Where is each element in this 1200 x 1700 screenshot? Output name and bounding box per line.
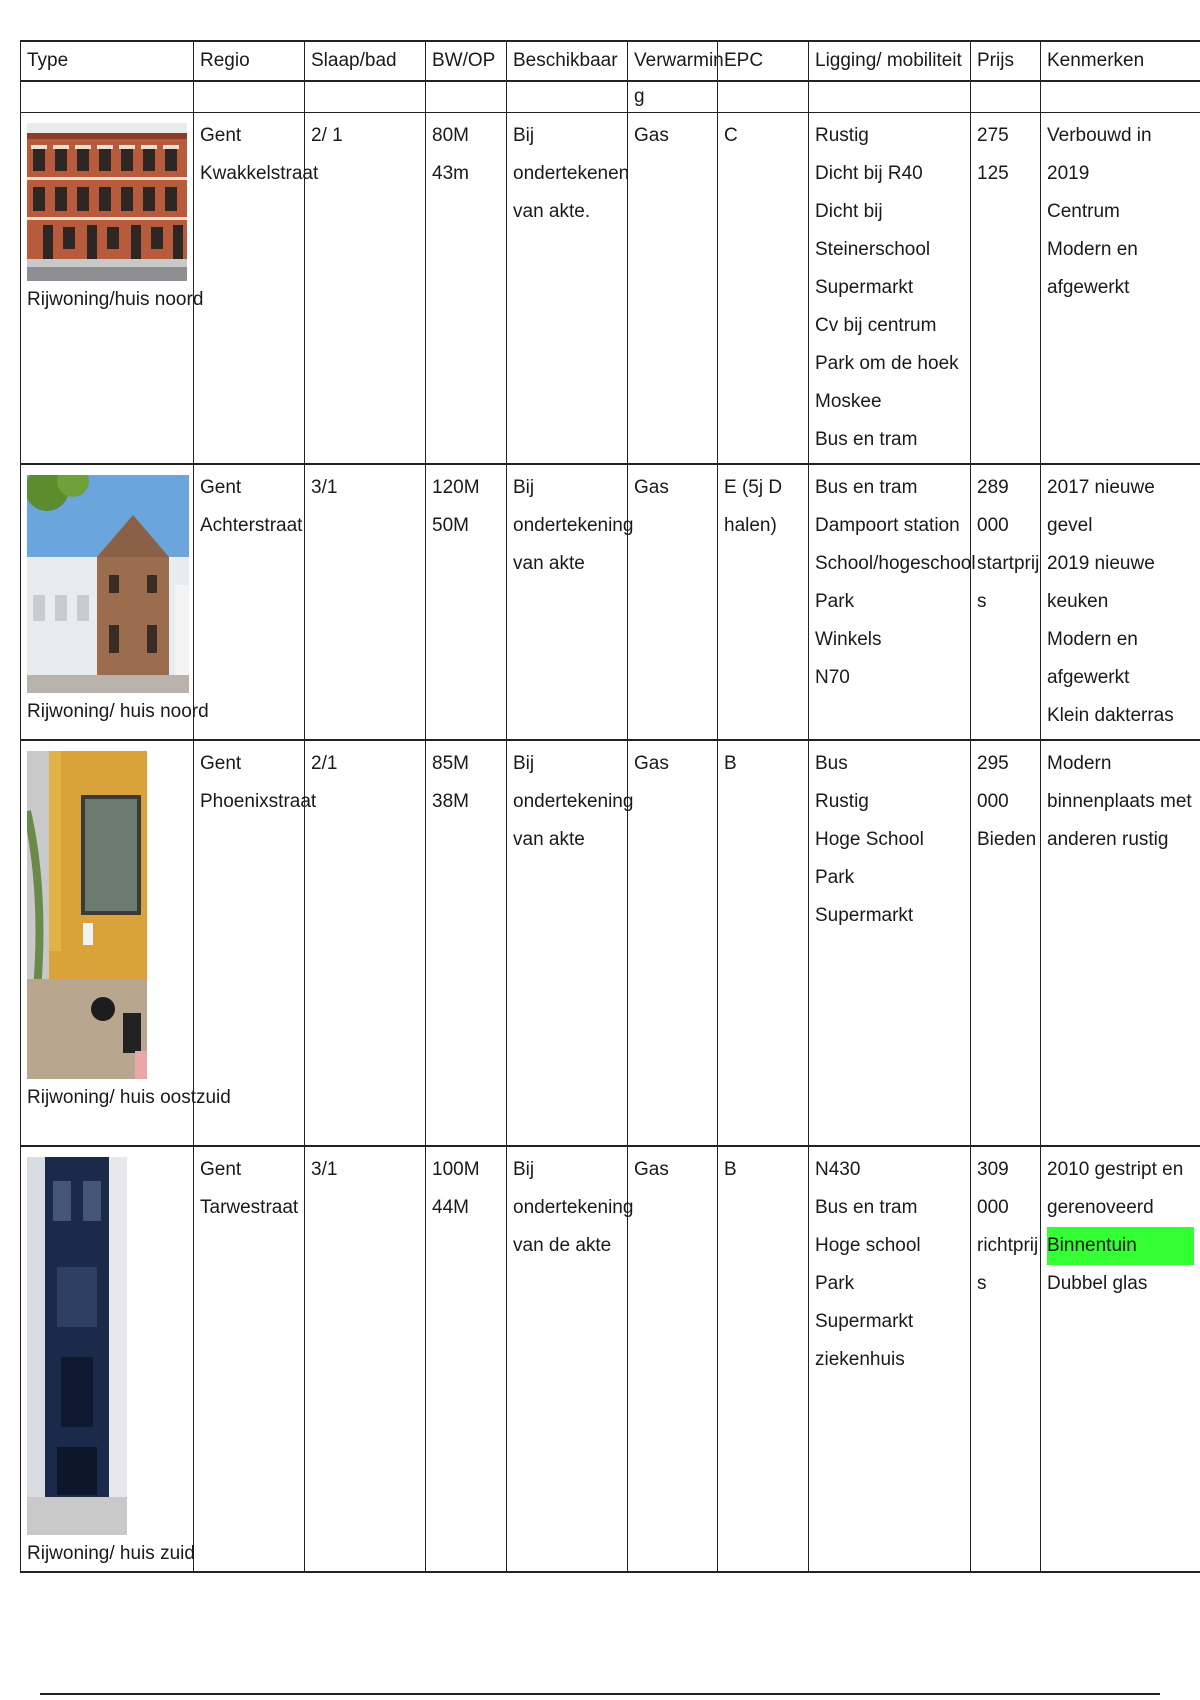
- bw-value: 85M: [432, 753, 469, 774]
- ligging-line: Dampoort station: [815, 515, 960, 536]
- beschikbaar-cell: [507, 740, 634, 1146]
- beschikbaar-line: van akte: [513, 829, 585, 850]
- header-wrap-empty: [21, 81, 194, 113]
- prijs-cell: [971, 464, 1041, 740]
- kenmerken-cell: [1041, 113, 1200, 465]
- property-row: [21, 113, 1200, 465]
- ligging-line: Bus en tram: [815, 429, 918, 450]
- ligging-line: Hoge School: [815, 829, 924, 850]
- kenmerken-cell: [1041, 740, 1200, 1146]
- regio-cell: [194, 1146, 305, 1572]
- type-cell: [21, 464, 209, 740]
- slaap-bad-cell: 3/1: [305, 464, 426, 740]
- epc-cell: [718, 464, 809, 740]
- ligging-line: Hoge school: [815, 1235, 921, 1256]
- regio-cell: [194, 740, 317, 1146]
- header-wrap-row: [21, 81, 1200, 113]
- property-row: [21, 1146, 1200, 1572]
- header-verwarming-wrap: g: [628, 81, 718, 113]
- kenmerken-line: Modern en afgewerkt: [1047, 629, 1138, 688]
- bw-value: 100M: [432, 1159, 480, 1180]
- kenmerken-highlighted-line: [1047, 1227, 1194, 1265]
- slaap-bad-cell: 2/1: [305, 740, 426, 1146]
- prijs-cell: [971, 1146, 1041, 1572]
- bw-value: 80M: [432, 125, 469, 146]
- epc-line: E (5j D: [724, 477, 783, 498]
- listing-document: [20, 40, 1200, 1573]
- header-verwarming: Verwarmin: [628, 41, 718, 81]
- prijs-line: 295 000: [977, 753, 1009, 812]
- ligging-line: ziekenhuis: [815, 1349, 905, 1370]
- type-label: Rijwoning/ huis oostzuid: [27, 1087, 231, 1108]
- regio-cell: [194, 464, 305, 740]
- ligging-cell: [809, 740, 971, 1146]
- type-label: Rijwoning/ huis zuid: [27, 1543, 195, 1564]
- ligging-line: Park: [815, 1273, 855, 1294]
- op-value: 38M: [432, 791, 469, 812]
- regio-city: Gent: [200, 1159, 242, 1180]
- footer-rule: [40, 1693, 1160, 1695]
- kenmerken-line: Modern: [1047, 753, 1112, 774]
- regio-city: Gent: [200, 477, 242, 498]
- ligging-line: Cv bij centrum: [815, 315, 937, 336]
- verwarming-cell: Gas: [628, 740, 718, 1146]
- header-ligging: Ligging/ mobiliteit: [809, 41, 971, 81]
- kenmerken-cell: [1041, 464, 1200, 740]
- header-wrap-empty: [809, 81, 971, 113]
- slaap-bad-cell: 2/ 1: [305, 113, 426, 465]
- property-row: [21, 464, 1200, 740]
- bw-value: 120M: [432, 477, 480, 498]
- ligging-line: N430: [815, 1159, 861, 1180]
- ligging-line: Winkels: [815, 629, 882, 650]
- prijs-line: richtprij: [977, 1235, 1039, 1256]
- prijs-line: Bieden: [977, 829, 1037, 850]
- ligging-line: Rustig: [815, 791, 869, 812]
- beschikbaar-line: Bij: [513, 477, 535, 498]
- prijs-line: startprij: [977, 553, 1040, 574]
- regio-street: Phoenixstraat: [200, 791, 317, 812]
- regio-street: Achterstraat: [200, 515, 303, 536]
- epc-line: B: [724, 1159, 737, 1180]
- ligging-line: Bus en tram: [815, 477, 918, 498]
- header-wrap-empty: [305, 81, 426, 113]
- header-wrap-empty: [718, 81, 809, 113]
- property-table: [20, 40, 1200, 1573]
- prijs-cell: [971, 740, 1041, 1146]
- regio-cell: [194, 113, 319, 465]
- ligging-line: Park: [815, 867, 855, 888]
- header-wrap-empty: [194, 81, 305, 113]
- bw-op-cell: [426, 464, 507, 740]
- beschikbaar-line: ondertekenen: [513, 163, 630, 184]
- prijs-cell: [971, 113, 1041, 465]
- prijs-line: 289 000: [977, 477, 1009, 536]
- ligging-line: Park: [815, 591, 855, 612]
- op-value: 50M: [432, 515, 469, 536]
- beschikbaar-cell: [507, 113, 628, 465]
- kenmerken-line: binnenplaats met: [1047, 791, 1192, 812]
- beschikbaar-cell: [507, 1146, 634, 1572]
- regio-street: Tarwestraat: [200, 1197, 299, 1218]
- beschikbaar-line: van de akte: [513, 1235, 612, 1256]
- epc-line: C: [724, 125, 738, 146]
- bw-op-cell: [426, 740, 507, 1146]
- type-label: Rijwoning/huis noord: [27, 289, 204, 310]
- prijs-line: 309 000: [977, 1159, 1009, 1218]
- type-label: Rijwoning/ huis noord: [27, 701, 209, 722]
- header-epc: EPC: [718, 41, 809, 81]
- epc-line: B: [724, 753, 737, 774]
- prijs-line: s: [977, 1273, 987, 1294]
- ligging-line: Dicht bij R40: [815, 163, 923, 184]
- ligging-line: School/hogeschool: [815, 553, 976, 574]
- kenmerken-line: 2010 gestript en: [1047, 1159, 1184, 1180]
- kenmerken-line: anderen rustig: [1047, 829, 1169, 850]
- type-cell: [21, 1146, 194, 1572]
- kenmerken-line: Modern en afgewerkt: [1047, 239, 1138, 298]
- ligging-cell: [809, 113, 971, 465]
- beschikbaar-line: Bij: [513, 125, 535, 146]
- header-wrap-empty: [507, 81, 628, 113]
- epc-cell: [718, 740, 809, 1146]
- bw-op-cell: [426, 1146, 507, 1572]
- kenmerken-line: Klein dakterras: [1047, 705, 1174, 726]
- slaap-bad-cell: 3/1: [305, 1146, 426, 1572]
- regio-city: Gent: [200, 753, 242, 774]
- beschikbaar-line: ondertekening: [513, 515, 634, 536]
- ligging-line: Moskee: [815, 391, 882, 412]
- brick-row-houses-photo: [27, 123, 187, 281]
- prijs-line: s: [977, 591, 987, 612]
- regio-city: Gent: [200, 125, 242, 146]
- header-type: Type: [21, 41, 194, 81]
- ligging-line: Park om de hoek: [815, 353, 959, 374]
- bw-op-cell: [426, 113, 507, 465]
- beschikbaar-line: Bij: [513, 1159, 535, 1180]
- beschikbaar-line: van akte.: [513, 201, 591, 222]
- prijs-line: 275 125: [977, 125, 1009, 184]
- yellow-facade-courtyard-photo: [27, 751, 187, 1079]
- ligging-line: Supermarkt: [815, 905, 914, 926]
- beschikbaar-cell: [507, 464, 634, 740]
- ligging-line: Rustig: [815, 125, 869, 146]
- ligging-line: N70: [815, 667, 850, 688]
- kenmerken-line: 2019 nieuwe keuken: [1047, 553, 1155, 612]
- kenmerken-line: Verbouwd in 2019: [1047, 125, 1152, 184]
- epc-line: halen): [724, 515, 777, 536]
- verwarming-cell: Gas: [628, 464, 718, 740]
- ligging-line: Dicht bij Steinerschool: [815, 201, 931, 260]
- verwarming-cell: Gas: [628, 113, 718, 465]
- corner-brick-house-photo: [27, 475, 187, 693]
- property-row: [21, 740, 1200, 1146]
- header-wrap-empty: [971, 81, 1041, 113]
- kenmerken-line: Dubbel glas: [1047, 1273, 1148, 1294]
- header-beschikbaar: Beschikbaar: [507, 41, 628, 81]
- highlight-binnentuin: Binnentuin: [1047, 1227, 1194, 1265]
- beschikbaar-line: van akte: [513, 553, 585, 574]
- verwarming-cell: Gas: [628, 1146, 718, 1572]
- navy-narrow-house-photo: [27, 1157, 187, 1535]
- kenmerken-line: gerenoveerd: [1047, 1197, 1154, 1218]
- header-wrap-empty: [426, 81, 507, 113]
- header-regio: Regio: [194, 41, 305, 81]
- type-cell: [21, 113, 204, 465]
- header-wrap-empty: [1041, 81, 1200, 113]
- kenmerken-line: Centrum: [1047, 201, 1120, 222]
- ligging-line: Supermarkt: [815, 1311, 914, 1332]
- kenmerken-cell: [1041, 1146, 1200, 1572]
- op-value: 43m: [432, 163, 469, 184]
- epc-cell: [718, 1146, 809, 1572]
- ligging-cell: [809, 464, 976, 740]
- ligging-line: Supermarkt: [815, 277, 914, 298]
- header-bw-op: BW/OP: [426, 41, 507, 81]
- header-prijs: Prijs: [971, 41, 1041, 81]
- header-row: [21, 41, 1200, 81]
- beschikbaar-line: Bij: [513, 753, 535, 774]
- ligging-line: Bus en tram: [815, 1197, 918, 1218]
- op-value: 44M: [432, 1197, 469, 1218]
- ligging-cell: [809, 1146, 971, 1572]
- beschikbaar-line: ondertekening: [513, 1197, 634, 1218]
- epc-cell: [718, 113, 809, 465]
- kenmerken-line: 2017 nieuwe gevel: [1047, 477, 1155, 536]
- regio-street: Kwakkelstraat: [200, 163, 319, 184]
- header-slaap-bad: Slaap/bad: [305, 41, 426, 81]
- ligging-line: Bus: [815, 753, 848, 774]
- beschikbaar-line: ondertekening: [513, 791, 634, 812]
- header-kenmerken: Kenmerken: [1041, 41, 1200, 81]
